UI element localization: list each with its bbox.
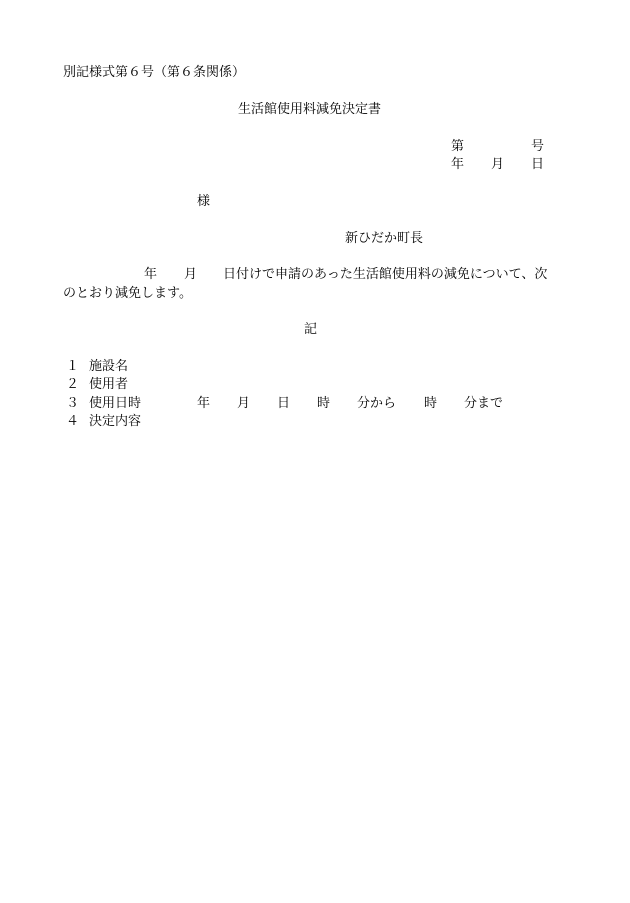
addressee-suffix: 様 xyxy=(197,194,211,209)
body-line1: 日付けで申請のあった生活館使用料の減免について、次 xyxy=(223,267,548,282)
doc-number-suffix: 号 xyxy=(531,139,545,154)
usage-hour-to: 時 xyxy=(424,396,438,411)
doc-number-prefix: 第 xyxy=(451,139,465,154)
usage-hour-from: 時 xyxy=(317,396,331,411)
list-item-decision xyxy=(0,413,630,431)
usage-day: 日 xyxy=(277,396,291,411)
item-number: ３ xyxy=(66,396,80,411)
list-item-user xyxy=(0,376,630,394)
usage-year: 年 xyxy=(197,396,211,411)
date-day: 日 xyxy=(531,157,545,172)
usage-month: 月 xyxy=(237,396,251,411)
ki-heading: 記 xyxy=(304,322,318,337)
body-month: 月 xyxy=(184,267,198,282)
issuer: 新ひだか町長 xyxy=(345,231,424,246)
item-number: １ xyxy=(66,359,80,374)
item-label: 使用者 xyxy=(89,377,129,392)
item-number: ４ xyxy=(66,414,80,429)
item-label: 施設名 xyxy=(89,359,129,374)
list-item-facility xyxy=(0,358,630,376)
list-item-usage-datetime xyxy=(0,395,630,413)
item-label: 決定内容 xyxy=(89,414,142,429)
body-line2: のとおり減免します。 xyxy=(63,286,192,301)
body-year: 年 xyxy=(144,267,158,282)
date-month: 月 xyxy=(491,157,505,172)
usage-minute-to: 分まで xyxy=(464,396,504,411)
item-number: ２ xyxy=(66,377,80,392)
document-title: 生活館使用料減免決定書 xyxy=(238,102,382,117)
form-number: 別記様式第６号（第６条関係） xyxy=(63,65,246,80)
usage-minute-from: 分から xyxy=(357,396,397,411)
item-label: 使用日時 xyxy=(89,396,142,411)
date-year: 年 xyxy=(451,157,465,172)
